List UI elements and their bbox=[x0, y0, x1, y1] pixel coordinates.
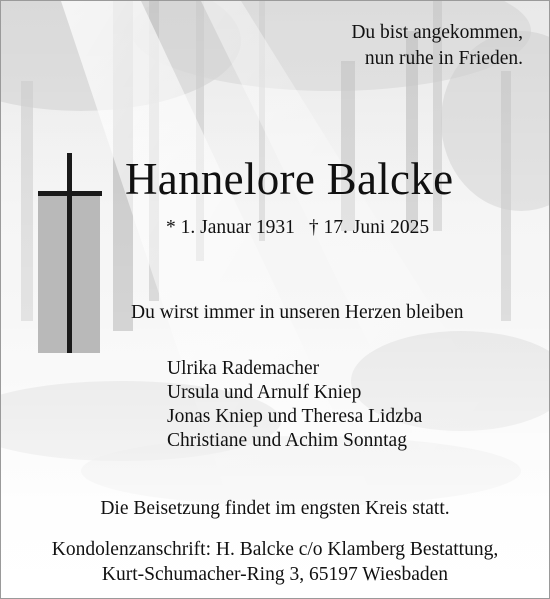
memorial-motto: Du wirst immer in unseren Herzen bleiben bbox=[131, 302, 464, 323]
condolence-address bbox=[1, 537, 549, 587]
death-date: † 17. Juni 2025 bbox=[308, 217, 430, 238]
mourner-name: Ursula und Arnulf Kniep bbox=[167, 382, 362, 403]
birth-date: * 1. Januar 1931 bbox=[166, 217, 295, 238]
condolence-line-2: Kurt-Schumacher-Ring 3, 65197 Wiesbaden bbox=[101, 564, 449, 585]
mourner-name: Jonas Kniep und Theresa Lidzba bbox=[167, 406, 423, 427]
burial-notice: Die Beisetzung findet im engsten Kreis statt. bbox=[100, 498, 450, 519]
mourner-name: Christiane und Achim Sonntag bbox=[167, 430, 407, 451]
epitaph-quote bbox=[351, 20, 523, 72]
condolence-line-1: Kondolenzanschrift: H. Balcke c/o Klamberg Bestattung, bbox=[51, 539, 499, 560]
deceased-name: Hannelore Balcke bbox=[125, 154, 454, 204]
epitaph-line-1: Du bist angekommen, bbox=[351, 22, 523, 43]
latin-cross-icon bbox=[67, 153, 72, 353]
life-dates bbox=[166, 215, 429, 241]
mourners-list bbox=[167, 357, 422, 453]
latin-cross-icon-bar bbox=[38, 191, 102, 196]
mourner-name: Ulrika Rademacher bbox=[167, 358, 320, 379]
epitaph-line-2: nun ruhe in Frieden. bbox=[364, 48, 523, 69]
